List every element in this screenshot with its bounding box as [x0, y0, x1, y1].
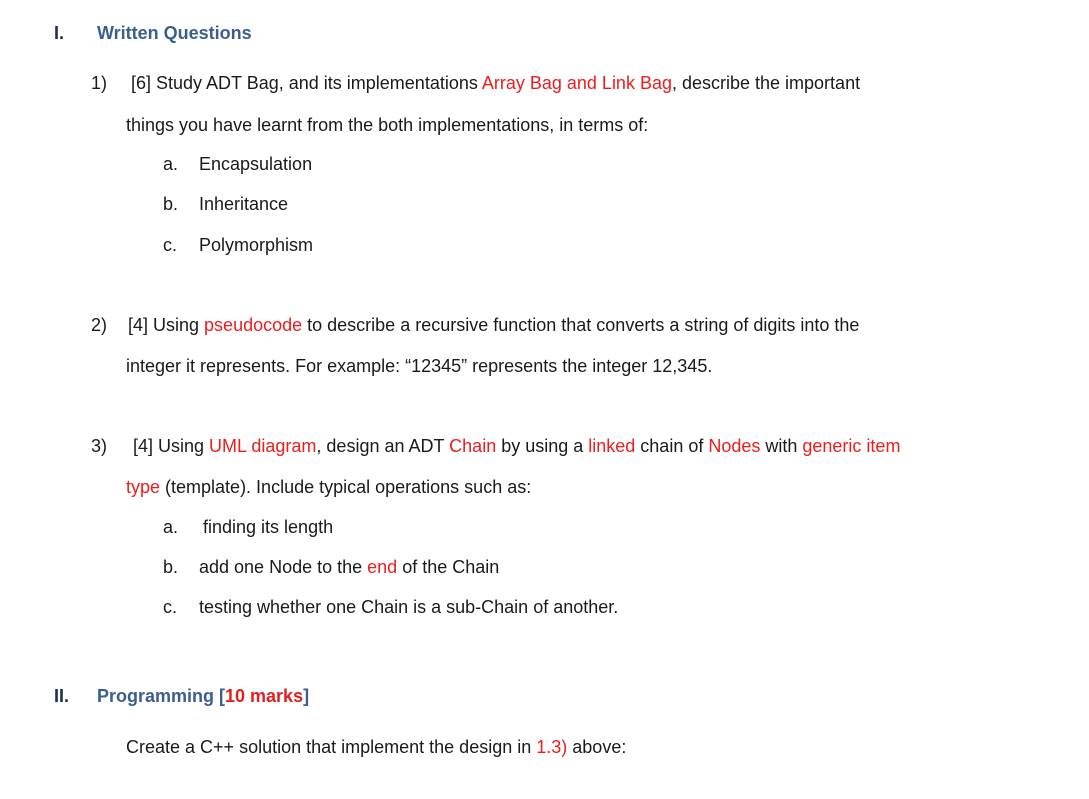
q2-line1	[128, 314, 859, 336]
q2-number: 2)	[91, 315, 108, 335]
q1-item-a-letter: a.	[163, 154, 179, 174]
q1-line1	[131, 72, 860, 94]
q2-text-a: [4] Using	[128, 315, 205, 335]
q3-item-a-letter: a.	[163, 517, 179, 537]
section-2-numeral: II.	[54, 686, 70, 706]
q3-text-c: by using a	[496, 436, 589, 456]
q3-text-d: chain of	[635, 436, 709, 456]
q3-red-type: type	[126, 477, 161, 497]
q3-text-b: , design an ADT	[316, 436, 450, 456]
q3-line2	[126, 476, 531, 498]
q1-item-c-letter: c.	[163, 235, 178, 255]
q3-item-b-letter: b.	[163, 557, 179, 577]
q2-highlight: pseudocode	[204, 315, 303, 335]
q1-item-a-text: Encapsulation	[199, 154, 313, 174]
q3-line2-rest: (template). Include typical operations such as:	[160, 477, 532, 497]
section-1-title	[97, 22, 252, 44]
q1-line2: things you have learnt from the both implementations, in terms of:	[126, 115, 649, 135]
q3-item-b-text-a: add one Node to the	[199, 557, 368, 577]
section-2-body-b: above:	[567, 737, 627, 757]
section-2-body-ref: 1.3)	[536, 737, 568, 757]
section-2-number	[54, 685, 69, 707]
section-2-body-a: Create a C++ solution that implement the design in	[126, 737, 537, 757]
q1-number: 1)	[91, 73, 108, 93]
section-2-title	[97, 685, 309, 707]
q3-line1	[133, 435, 900, 457]
q3-item-c-text: testing whether one Chain is a sub-Chain of another.	[199, 597, 619, 617]
section-1-title-text: Written Questions	[97, 23, 252, 43]
q2-text-b: to describe a recursive function that converts a string of digits into the	[302, 315, 860, 335]
q1-text-b: , describe the important	[671, 73, 861, 93]
q3-red-uml: UML diagram	[209, 436, 317, 456]
section-1-numeral: I.	[54, 23, 65, 43]
q3-item-b-text	[199, 556, 499, 578]
q3-item-a-text: finding its length	[203, 517, 334, 537]
q3-red-generic: generic item	[802, 436, 901, 456]
section-1-number	[54, 22, 64, 44]
section-2-marks: 10 marks	[225, 686, 304, 706]
q1-item-b-text: Inheritance	[199, 194, 289, 214]
q3-red-chain: Chain	[449, 436, 497, 456]
section-2-body	[126, 736, 626, 758]
q3-number: 3)	[91, 436, 108, 456]
q2-line2: integer it represents. For example: “12345” represents the integer 12,345.	[126, 356, 713, 376]
section-2-close: ]	[303, 686, 310, 706]
q3-text-e: with	[760, 436, 803, 456]
q3-red-linked: linked	[588, 436, 636, 456]
q3-item-c-letter: c.	[163, 597, 178, 617]
q3-red-nodes: Nodes	[708, 436, 761, 456]
q1-item-c-text: Polymorphism	[199, 235, 314, 255]
section-2-title-text: Programming [	[97, 686, 226, 706]
q3-item-b-text-b: of the Chain	[397, 557, 500, 577]
q3-text-a: [4] Using	[133, 436, 210, 456]
q1-highlight: Array Bag and Link Bag	[481, 73, 672, 93]
q1-text-a: [6] Study ADT Bag, and its implementations	[131, 73, 482, 93]
q3-item-b-red-end: end	[367, 557, 398, 577]
q1-item-b-letter: b.	[163, 194, 179, 214]
